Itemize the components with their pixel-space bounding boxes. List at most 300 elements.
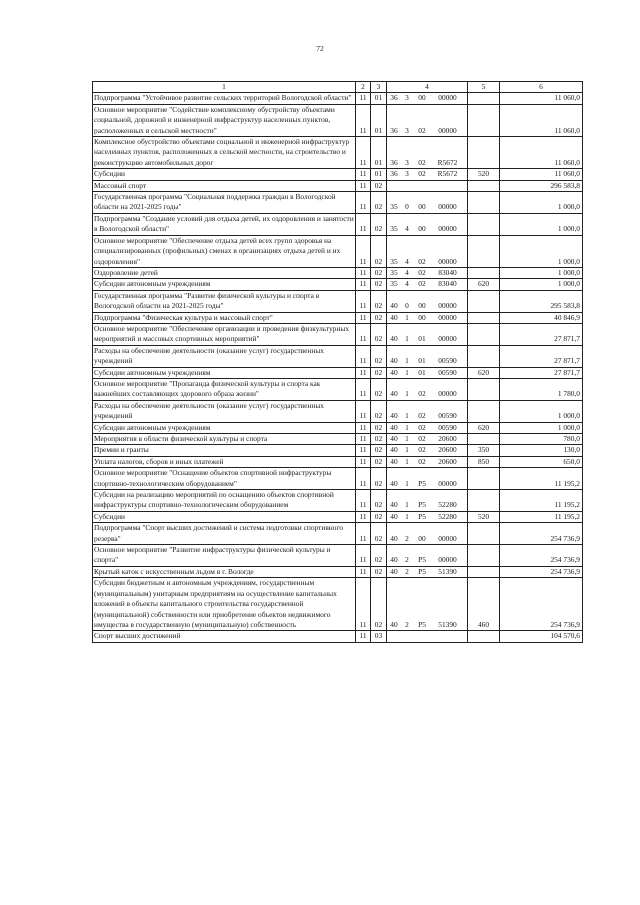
amount-cell: 1 780,0 (500, 378, 583, 400)
program-code: 35 (390, 256, 398, 266)
direction-code: 00590 (438, 367, 457, 377)
direction-code: 00000 (438, 256, 457, 266)
section-code-cell: 11 (356, 434, 371, 445)
target-article-code (387, 445, 467, 455)
table-row (93, 345, 583, 367)
amount-cell: 11 060,0 (500, 93, 583, 104)
amount-cell: 254 736,9 (500, 523, 583, 545)
table-row (93, 400, 583, 422)
subsection-code-cell: 02 (371, 290, 387, 312)
subsection-code-cell: 02 (371, 279, 387, 290)
subsection-code-cell: 01 (371, 104, 387, 136)
direction-code: 00000 (438, 533, 457, 543)
target-article-code (387, 567, 467, 577)
section-code-cell: 11 (356, 468, 371, 490)
target-article-cell (387, 345, 468, 367)
subprogram-code: 0 (405, 202, 409, 212)
item-name-cell: Основное мероприятие "Содействие комплексному обустройству объектами социальной, дорожной и инженерной инфраструктур населенных пунктов, расположенных в сельской местности" (93, 104, 356, 136)
direction-code: 83040 (438, 279, 457, 289)
expense-type-cell (468, 213, 500, 235)
direction-code: 00000 (438, 301, 457, 311)
program-code: 40 (390, 533, 398, 543)
subprogram-code: 1 (405, 456, 409, 466)
subsection-code-cell: 02 (371, 422, 387, 433)
target-article-code (387, 423, 467, 433)
program-code: 40 (390, 555, 398, 565)
direction-code: 20600 (438, 456, 457, 466)
subprogram-code: 2 (405, 619, 409, 629)
program-code: 40 (390, 434, 398, 443)
expense-type-cell (468, 523, 500, 545)
target-article-cell (387, 137, 468, 169)
subprogram-code: 1 (405, 511, 409, 521)
target-article-cell (387, 180, 468, 191)
table-row (93, 235, 583, 267)
program-code: 40 (390, 301, 398, 311)
expense-type-cell (468, 468, 500, 490)
subprogram-code: 4 (405, 224, 409, 234)
table-row (93, 490, 583, 512)
target-article-cell (387, 578, 468, 631)
target-article-code (387, 334, 467, 344)
expense-type-cell (468, 290, 500, 312)
section-code-cell: 11 (356, 213, 371, 235)
event-code: 02 (418, 125, 426, 135)
expense-type-cell (468, 235, 500, 267)
section-code-cell: 11 (356, 511, 371, 522)
table-row (93, 367, 583, 378)
subprogram-code: 3 (405, 125, 409, 135)
subprogram-code: 4 (405, 279, 409, 289)
table-row (93, 578, 583, 631)
program-code: 40 (390, 367, 398, 377)
section-code-cell: 11 (356, 523, 371, 545)
target-article-code (387, 457, 467, 467)
target-article-cell (387, 213, 468, 235)
expense-type-cell: 620 (468, 367, 500, 378)
direction-code: 83040 (438, 267, 457, 277)
item-name-cell: Расходы на обеспечение деятельности (оказание услуг) государственных учреждений (93, 345, 356, 367)
item-name-cell: Субсидии (93, 169, 356, 180)
expense-type-cell (468, 267, 500, 278)
header-cell: 3 (371, 82, 387, 93)
target-article-cell (387, 93, 468, 104)
event-code: 01 (418, 334, 426, 344)
subprogram-code: 1 (405, 411, 409, 421)
section-code-cell: 11 (356, 169, 371, 180)
subsection-code-cell: 02 (371, 545, 387, 567)
expense-type-cell (468, 400, 500, 422)
program-code: 40 (390, 478, 398, 488)
target-article-cell (387, 523, 468, 545)
event-code: 02 (418, 157, 426, 167)
table-row (93, 566, 583, 577)
target-article-cell (387, 267, 468, 278)
item-name-cell: Субсидии на реализацию мероприятий по оснащению объектов спортивной инфраструктуры спортивно-технологическим оборудованием (93, 490, 356, 512)
item-name-cell: Расходы на обеспечение деятельности (оказание услуг) государственных учреждений (93, 400, 356, 422)
program-code: 36 (390, 93, 398, 103)
program-code: 35 (390, 267, 398, 277)
target-article-cell (387, 566, 468, 577)
section-code-cell: 11 (356, 578, 371, 631)
event-code: P5 (418, 478, 426, 488)
program-code: 40 (390, 511, 398, 521)
direction-code: 00000 (438, 125, 457, 135)
item-name-cell: Подпрограмма "Устойчивое развитие сельских территорий Вологодской области" (93, 93, 356, 104)
direction-code: 00000 (438, 334, 457, 344)
section-code-cell: 11 (356, 235, 371, 267)
subprogram-code: 4 (405, 267, 409, 277)
subprogram-code: 1 (405, 367, 409, 377)
expense-type-cell: 460 (468, 578, 500, 631)
direction-code: R5672 (437, 157, 458, 167)
subprogram-code: 1 (405, 389, 409, 399)
item-name-cell: Субсидии автономным учреждениям (93, 422, 356, 433)
target-article-cell (387, 312, 468, 323)
event-code: 00 (418, 533, 426, 543)
table-row (93, 180, 583, 191)
program-code: 36 (390, 125, 398, 135)
expense-type-cell (468, 93, 500, 104)
section-code-cell: 11 (356, 93, 371, 104)
item-name-cell: Спорт высших достижений (93, 631, 356, 642)
subsection-code-cell: 02 (371, 566, 387, 577)
event-code: 02 (418, 267, 426, 277)
item-name-cell: Основное мероприятие "Обеспечение организации и проведения физкультурных мероприятий и массовых спортивных мероприятий" (93, 323, 356, 345)
expense-type-cell (468, 345, 500, 367)
amount-cell: 40 846,9 (500, 312, 583, 323)
subsection-code-cell: 01 (371, 93, 387, 104)
direction-code: R5672 (437, 169, 458, 179)
expense-type-cell: 520 (468, 169, 500, 180)
event-code: 00 (418, 224, 426, 234)
section-code-cell: 11 (356, 137, 371, 169)
target-article-cell (387, 290, 468, 312)
table-row (93, 456, 583, 467)
amount-cell: 11 060,0 (500, 169, 583, 180)
event-code: 02 (418, 256, 426, 266)
event-code: 02 (418, 434, 426, 443)
table-row (93, 290, 583, 312)
section-code-cell: 11 (356, 367, 371, 378)
program-code: 40 (390, 619, 398, 629)
target-article-cell (387, 434, 468, 445)
program-code: 35 (390, 224, 398, 234)
section-code-cell: 11 (356, 422, 371, 433)
expense-type-cell (468, 378, 500, 400)
amount-cell: 27 871,7 (500, 367, 583, 378)
target-article-code (387, 356, 467, 366)
subsection-code-cell: 02 (371, 400, 387, 422)
expense-type-cell: 350 (468, 445, 500, 456)
item-name-cell: Мероприятия в области физической культуры и спорта (93, 434, 356, 445)
program-code: 35 (390, 202, 398, 212)
table-row (93, 511, 583, 522)
subprogram-code: 3 (405, 157, 409, 167)
expense-type-cell (468, 192, 500, 214)
direction-code: 00000 (438, 312, 457, 322)
subsection-code-cell: 02 (371, 213, 387, 235)
target-article-cell (387, 104, 468, 136)
expense-type-cell (468, 137, 500, 169)
table-row (93, 434, 583, 445)
event-code: 00 (418, 301, 426, 311)
target-article-code (387, 126, 467, 136)
expense-type-cell: 520 (468, 511, 500, 522)
event-code: 00 (418, 93, 426, 103)
target-article-code (387, 279, 467, 289)
item-name-cell: Основное мероприятие "Оснащение объектов спортивной инфраструктуры спортивно-технологическим оборудованием" (93, 468, 356, 490)
amount-cell: 11 195,2 (500, 468, 583, 490)
target-article-code (387, 93, 467, 103)
table-row (93, 545, 583, 567)
subprogram-code: 3 (405, 169, 409, 179)
direction-code: 51390 (438, 566, 457, 576)
item-name-cell: Основное мероприятие "Обеспечение отдыха детей всех групп здоровья на специализированных (профильных) сменах в организациях отдыха детей и их оздоровления" (93, 235, 356, 267)
item-name-cell: Оздоровление детей (93, 267, 356, 278)
item-name-cell: Государственная программа "Развитие физической культуры и спорта в Вологодской области на 2021-2025 годы" (93, 290, 356, 312)
amount-cell: 27 871,7 (500, 323, 583, 345)
amount-cell: 1 000,0 (500, 192, 583, 214)
event-code: P5 (418, 500, 426, 510)
expense-type-cell (468, 545, 500, 567)
subsection-code-cell: 02 (371, 323, 387, 345)
subsection-code-cell: 02 (371, 511, 387, 522)
subsection-code-cell: 02 (371, 456, 387, 467)
item-name-cell: Комплексное обустройство объектами социальной и инженерной инфраструктур населенных пунктов, расположенных в сельской местности, на строительство и реконструкцию автомобильных дорог (93, 137, 356, 169)
subprogram-code: 2 (405, 533, 409, 543)
direction-code: 00000 (438, 389, 457, 399)
header-cell: 1 (93, 82, 356, 93)
event-code: P5 (418, 566, 426, 576)
program-code: 35 (390, 279, 398, 289)
expense-type-cell (468, 631, 500, 642)
program-code: 40 (390, 411, 398, 421)
target-article-cell (387, 445, 468, 456)
table-header-row (93, 82, 583, 93)
target-article-cell (387, 378, 468, 400)
target-article-code (387, 512, 467, 522)
program-code: 40 (390, 445, 398, 455)
table-row (93, 445, 583, 456)
target-article-cell (387, 631, 468, 642)
target-article-code (387, 500, 467, 510)
target-article-code (387, 534, 467, 544)
table-row (93, 279, 583, 290)
target-article-cell (387, 490, 468, 512)
header-cell: 6 (500, 82, 583, 93)
direction-code: 00000 (438, 224, 457, 234)
event-code: P5 (418, 511, 426, 521)
target-article-cell (387, 468, 468, 490)
direction-code: 00590 (438, 422, 457, 432)
event-code: 02 (418, 169, 426, 179)
expense-type-cell (468, 312, 500, 323)
header-cell: 4 (387, 82, 468, 93)
amount-cell: 11 060,0 (500, 137, 583, 169)
expense-type-cell: 620 (468, 279, 500, 290)
table-row (93, 137, 583, 169)
section-code-cell: 11 (356, 267, 371, 278)
section-code-cell: 11 (356, 631, 371, 642)
table-row (93, 323, 583, 345)
target-article-code (387, 224, 467, 234)
amount-cell: 11 195,2 (500, 511, 583, 522)
subprogram-code: 1 (405, 445, 409, 455)
table-row (93, 169, 583, 180)
subprogram-code: 1 (405, 422, 409, 432)
subprogram-code: 1 (405, 312, 409, 322)
subprogram-code: 3 (405, 93, 409, 103)
program-code: 40 (390, 456, 398, 466)
direction-code: 00590 (438, 411, 457, 421)
target-article-code (387, 620, 467, 630)
program-code: 40 (390, 566, 398, 576)
subsection-code-cell: 02 (371, 378, 387, 400)
subsection-code-cell: 02 (371, 312, 387, 323)
target-article-cell (387, 545, 468, 567)
section-code-cell: 11 (356, 345, 371, 367)
subsection-code-cell: 02 (371, 345, 387, 367)
subsection-code-cell: 02 (371, 434, 387, 445)
amount-cell: 780,0 (500, 434, 583, 445)
event-code: 02 (418, 411, 426, 421)
expense-type-cell (468, 566, 500, 577)
direction-code: 00000 (438, 555, 457, 565)
target-article-code (387, 411, 467, 421)
event-code: P5 (418, 619, 426, 629)
target-article-code (387, 301, 467, 311)
program-code: 40 (390, 312, 398, 322)
expense-type-cell: 850 (468, 456, 500, 467)
subprogram-code: 1 (405, 334, 409, 344)
target-article-code (387, 555, 467, 565)
section-code-cell: 11 (356, 290, 371, 312)
budget-table-body (93, 82, 583, 643)
header-cell: 2 (356, 82, 371, 93)
section-code-cell: 11 (356, 192, 371, 214)
subsection-code-cell: 03 (371, 631, 387, 642)
subprogram-code: 4 (405, 256, 409, 266)
subsection-code-cell: 02 (371, 523, 387, 545)
section-code-cell: 11 (356, 545, 371, 567)
event-code: 00 (418, 202, 426, 212)
section-code-cell: 11 (356, 323, 371, 345)
table-row (93, 192, 583, 214)
amount-cell: 1 000,0 (500, 279, 583, 290)
section-code-cell: 11 (356, 400, 371, 422)
item-name-cell: Субсидии автономным учреждениям (93, 367, 356, 378)
table-row (93, 378, 583, 400)
item-name-cell: Основное мероприятие "Развитие инфраструктуры физической культуры и спорта" (93, 545, 356, 567)
item-name-cell: Субсидии (93, 511, 356, 522)
table-row (93, 93, 583, 104)
direction-code: 20600 (438, 434, 457, 443)
program-code: 40 (390, 500, 398, 510)
amount-cell: 254 736,9 (500, 566, 583, 577)
target-article-cell (387, 422, 468, 433)
section-code-cell: 11 (356, 378, 371, 400)
subsection-code-cell: 01 (371, 137, 387, 169)
amount-cell: 1 000,0 (500, 267, 583, 278)
target-article-cell (387, 323, 468, 345)
amount-cell: 27 871,7 (500, 345, 583, 367)
direction-code: 00000 (438, 202, 457, 212)
event-code: 00 (418, 312, 426, 322)
event-code: 02 (418, 389, 426, 399)
subsection-code-cell: 02 (371, 468, 387, 490)
amount-cell: 254 736,9 (500, 578, 583, 631)
program-code: 40 (390, 389, 398, 399)
item-name-cell: Крытый каток с искусственным льдом в г. Вологде (93, 566, 356, 577)
target-article-code (387, 169, 467, 179)
target-article-code (387, 368, 467, 378)
item-name-cell: Государственная программа "Социальная поддержка граждан в Вологодской области на 2021-2025 годы" (93, 192, 356, 214)
target-article-cell (387, 169, 468, 180)
subprogram-code: 2 (405, 555, 409, 565)
expense-type-cell (468, 490, 500, 512)
target-article-cell (387, 511, 468, 522)
direction-code: 52280 (438, 511, 457, 521)
target-article-cell (387, 192, 468, 214)
item-name-cell: Основное мероприятие "Пропаганда физической культуры и спорта как важнейших составляющих здорового образа жизни" (93, 378, 356, 400)
direction-code: 52280 (438, 500, 457, 510)
amount-cell: 254 736,9 (500, 545, 583, 567)
subsection-code-cell: 02 (371, 490, 387, 512)
table-row (93, 267, 583, 278)
target-article-code (387, 479, 467, 489)
event-code: P5 (418, 555, 426, 565)
table-row (93, 422, 583, 433)
expense-type-cell: 620 (468, 422, 500, 433)
table-row (93, 468, 583, 490)
subprogram-code: 1 (405, 500, 409, 510)
item-name-cell: Субсидии автономным учреждениям (93, 279, 356, 290)
target-article-code (387, 158, 467, 168)
target-article-code (387, 389, 467, 399)
amount-cell: 11 060,0 (500, 104, 583, 136)
subsection-code-cell: 02 (371, 267, 387, 278)
target-article-code (387, 268, 467, 278)
table-row (93, 104, 583, 136)
page-number: 72 (316, 44, 324, 53)
section-code-cell: 11 (356, 566, 371, 577)
amount-cell: 1 000,0 (500, 422, 583, 433)
amount-cell: 1 000,0 (500, 400, 583, 422)
target-article-cell (387, 279, 468, 290)
amount-cell: 295 583,8 (500, 290, 583, 312)
subsection-code-cell: 02 (371, 180, 387, 191)
section-code-cell: 11 (356, 445, 371, 456)
subprogram-code: 1 (405, 478, 409, 488)
target-article-code (387, 434, 467, 444)
table-row (93, 213, 583, 235)
subsection-code-cell: 02 (371, 235, 387, 267)
amount-cell: 296 583,8 (500, 180, 583, 191)
subprogram-code: 1 (405, 434, 409, 443)
subprogram-code: 1 (405, 356, 409, 366)
section-code-cell: 11 (356, 180, 371, 191)
item-name-cell: Массовый спорт (93, 180, 356, 191)
section-code-cell: 11 (356, 312, 371, 323)
event-code: 01 (418, 367, 426, 377)
amount-cell: 11 195,2 (500, 490, 583, 512)
event-code: 02 (418, 456, 426, 466)
target-article-cell (387, 235, 468, 267)
item-name-cell: Уплата налогов, сборов и иных платежей (93, 456, 356, 467)
expense-type-cell (468, 180, 500, 191)
expense-type-cell (468, 323, 500, 345)
